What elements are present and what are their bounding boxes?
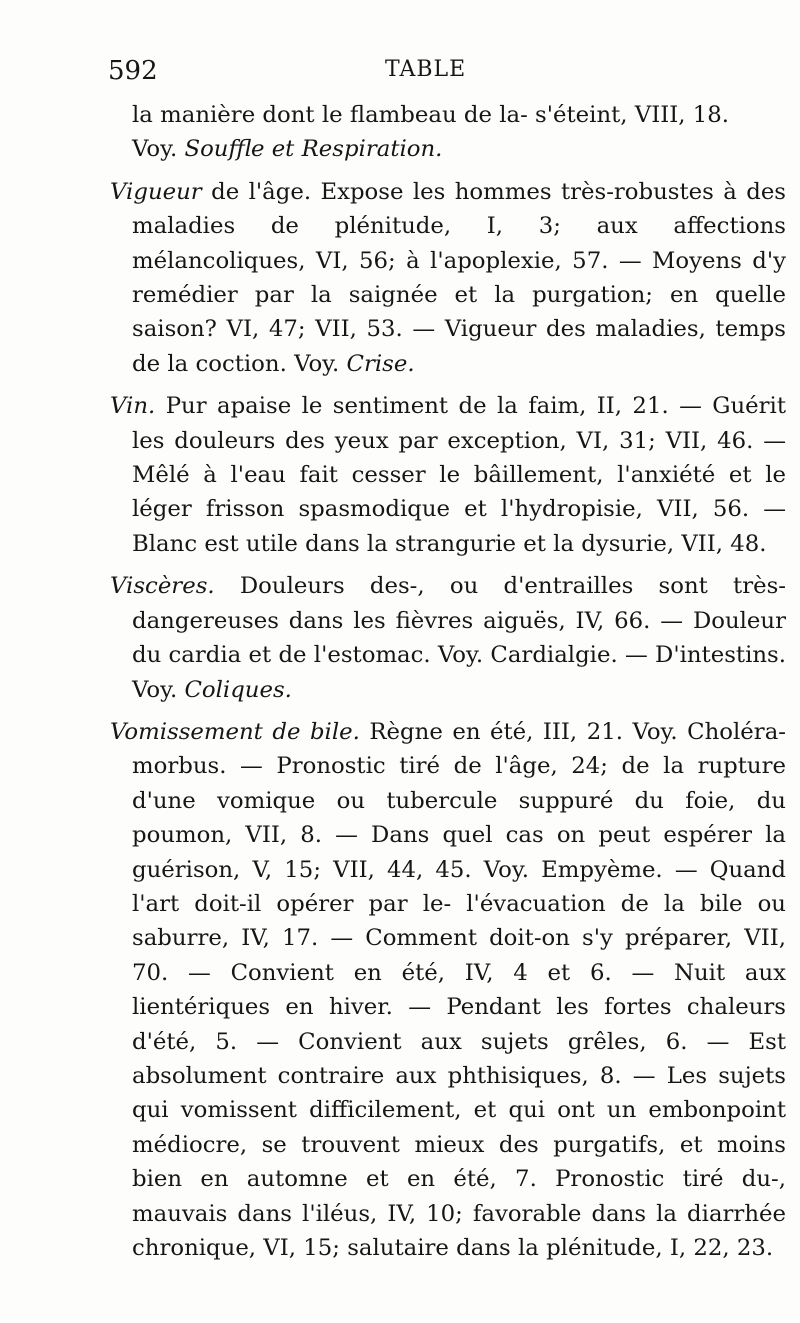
entry-text: la manière dont le flambeau de la- s'éteint, VIII, 18. — [132, 102, 730, 128]
entry-headword: Viscères. — [110, 573, 215, 600]
index-entry-continuation — [110, 98, 786, 167]
xref-terms: Crise. — [346, 350, 415, 377]
entry-text: Douleurs des-, ou d'entrailles sont très-dangereuses dans les fièvres aiguës, IV, 66. — Douleur du cardia et de l'estomac. Voy. Cardialgie. — D'intestins. — [132, 573, 786, 669]
entry-headword: Vin. — [110, 393, 156, 420]
running-title: TABLE — [385, 57, 467, 82]
page-number: 592 — [108, 56, 158, 86]
index-entries — [110, 98, 786, 1273]
cross-reference — [132, 132, 786, 166]
index-entry-vomissement — [110, 715, 786, 1266]
entry-text: Règne en été, III, 21. Voy. Choléra-morbus. — Pronostic tiré de l'âge, 24; de la rupture d'une vomique ou tubercule suppuré du foie, du poumon, VII, 8. — Dans quel cas on peut espérer la guérison, V, 15; VII, 44, 45. Voy. Empyème. — Quand l'art doit-il opérer par le- l'évacuation de la bile ou saburre, IV, 17. — Comment doit-on s'y préparer, VII, 70. — Convient en été, IV, 4 et 6. — Nuit aux lientériques en hiver. — Pendant les fortes chaleurs d'été, 5. — Convient aux sujets grêles, 6. — Est absolument contraire aux phthisiques, 8. — Les sujets qui vomissent difficilement, et qui ont un embonpoint médiocre, se trouvent mieux des purgatifs, et moins bien en automne et en été, 7. Pronostic tiré du-, mauvais dans l'iléus, IV, 10; favorable dans la diarrhée chronique, VI, 15; salutaire dans la plénitude, I, 22, 23. — [132, 718, 786, 1261]
xref-terms: Coliques. — [184, 676, 292, 703]
entry-text: Pur apaise le sentiment de la faim, II, 21. — Guérit les douleurs des yeux par exception, VI, 31; VII, 46. — Mêlé à l'eau fait cesser le bâillement, l'anxiété et le léger frisson spasmodique et l'hydropisie, VII, 56. — Blanc est utile dans la strangurie et la dysurie, VII, 48. — [132, 393, 786, 557]
index-entry-vigueur — [110, 175, 786, 381]
xref-terms: Souffle et Respiration. — [184, 136, 443, 163]
xref-prefix: Voy. — [132, 136, 178, 163]
entry-text: de l'âge. Expose les hommes très-robustes à des maladies de plénitude, I, 3; aux affections mélancoliques, VI, 56; à l'apoplexie, 57. — Moyens d'y remédier par la saignée et la purgation; en quelle saison? VI, 47; VII, 53. — Vigueur des maladies, temps de la coction. — [132, 178, 787, 377]
index-entry-vin — [110, 389, 786, 561]
entry-headword: Vigueur — [110, 178, 202, 205]
index-entry-visceres — [110, 569, 786, 707]
xref-prefix: Voy. — [132, 676, 178, 703]
entry-headword: Vomissement de bile. — [110, 718, 360, 745]
xref-prefix: Voy. — [294, 350, 340, 377]
